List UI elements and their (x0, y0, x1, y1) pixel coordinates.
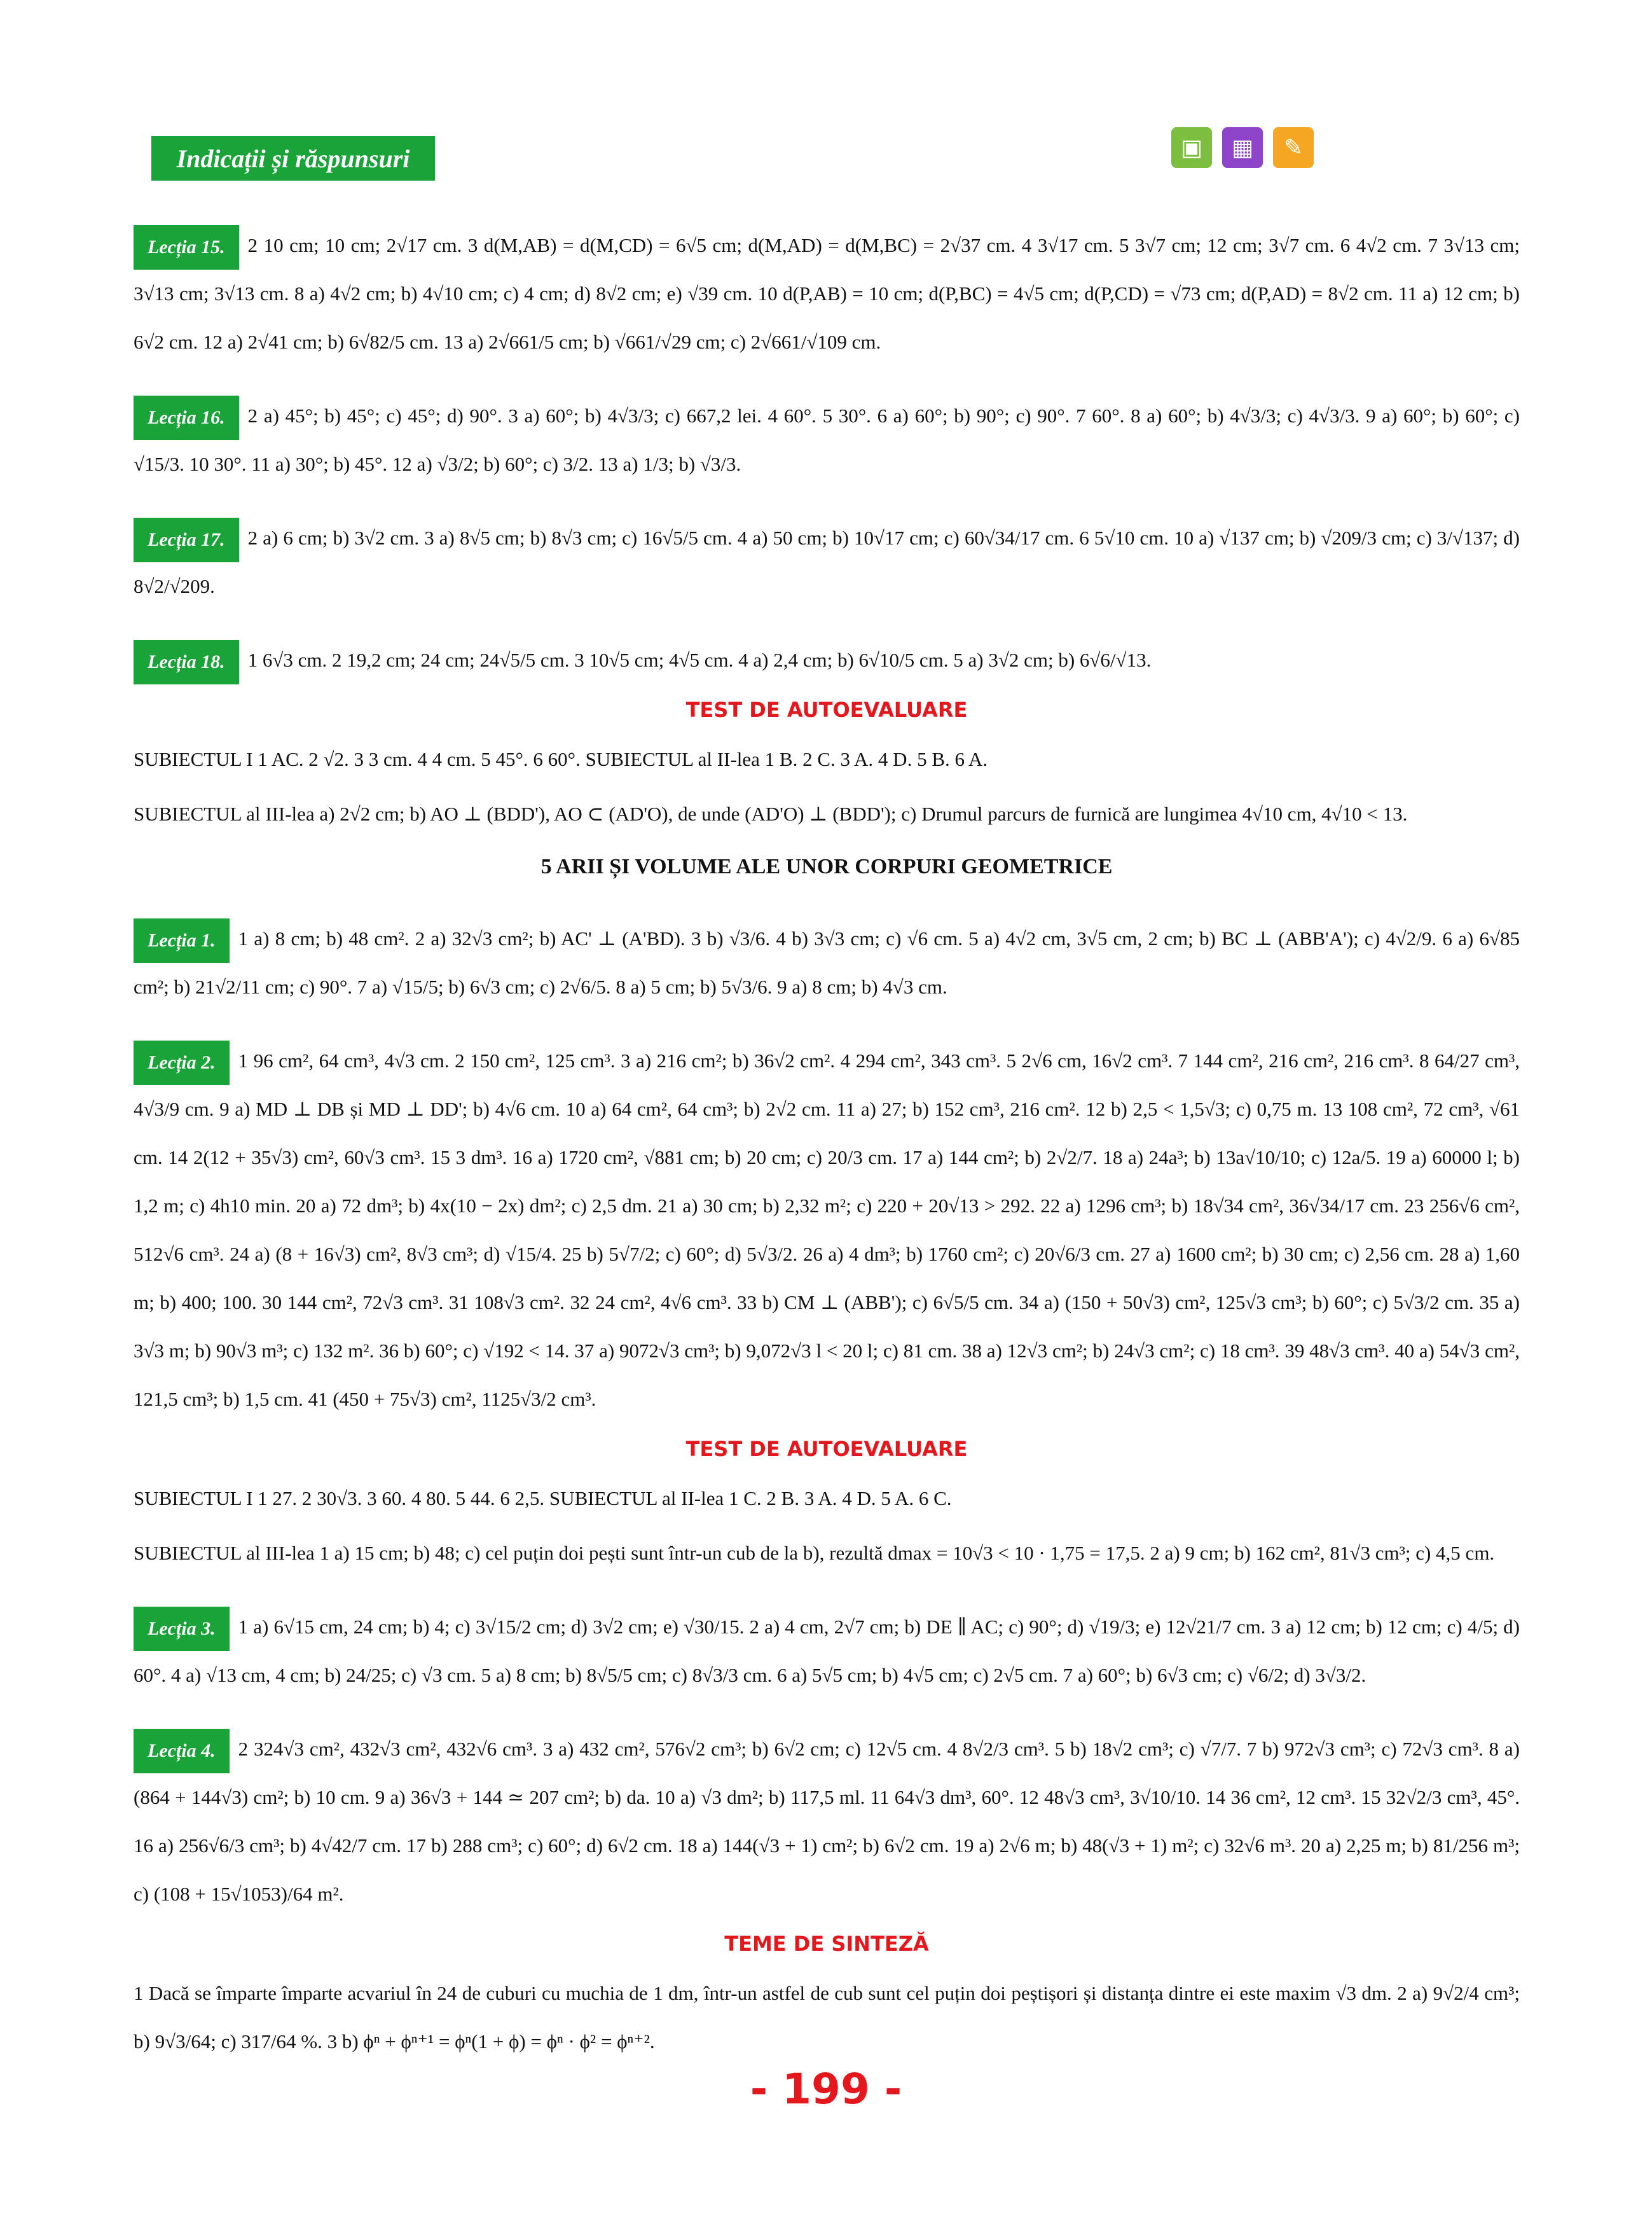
lesson-label: Lecția 16. (134, 396, 239, 440)
lesson-answers (134, 915, 1520, 1011)
section-heading: TEST DE AUTOEVALUARE (685, 1437, 968, 1461)
image-icon[interactable]: ▣ (1171, 127, 1212, 168)
answer-text: SUBIECTUL al III-lea 1 a) 15 cm; b) 48; c) cel puțin doi pești sunt într-un cub de la b), rezultă dmax = 10√3 < 10 · 1,75 = 17,5. 2 a) 9 cm; b) 162 cm², 81√3 cm³; c) 4,5 cm. (134, 1542, 1495, 1564)
lesson-label: Lecția 18. (134, 640, 239, 684)
section-title: Indicații și răspunsuri (151, 136, 435, 181)
answer-text: 1 Dacă se împarte împarte acvariul în 24 de cuburi cu muchia de 1 dm, într-un astfel de cub sunt cel puțin doi peștișori și distanța dintre ei este maxim √3 dm. 2 a) 9√2/4 cm³; b) 9√3/64; c) 317/64 %. 3 b) ϕⁿ + ϕⁿ⁺¹ = ϕⁿ(1 + ϕ) = ϕⁿ · ϕ² = ϕⁿ⁺². (134, 1982, 1520, 2053)
lesson-label: Lecția 2. (134, 1041, 230, 1085)
answer-text: 2 324√3 cm², 432√3 cm², 432√6 cm³. 3 a) 432 cm², 576√2 cm³; b) 6√2 cm; c) 12√5 cm. 4 8√2/3 cm³. 5 b) 18√2 cm³; c) √7/7. 7 b) 972√3 cm³; c) 72√3 cm³. 8 a) (864 + 144√3) cm²; b) 10 cm. 9 a) 36√3 + 144 ≃ 207 cm²; b) da. 10 a) √3 dm²; b) 117,5 ml. 11 64√3 dm³, 60°. 12 48√3 cm³, 3√10/10. 14 36 cm², 12 cm³. 15 32√2/3 cm³, 45°. 16 a) 256√6/3 cm³; b) 4√42/7 cm. 17 b) 288 cm³; c) 60°; d) 6√2 cm. 18 a) 144(√3 + 1) cm²; b) 6√2 cm. 19 a) 2√6 m; b) 48(√3 + 1) m²; c) 32√6 m³. 20 a) 2,25 m; b) 81/256 m³; c) (108 + 15√1053)/64 m². (134, 1738, 1520, 1905)
answer-text: SUBIECTUL I 1 AC. 2 √2. 3 3 cm. 4 4 cm. 5 45°. 6 60°. SUBIECTUL al II-lea 1 B. 2 C. 3 A. 4 D. 5 B. 6 A. (134, 748, 988, 770)
answer-text: 2 a) 6 cm; b) 3√2 cm. 3 a) 8√5 cm; b) 8√3 cm; c) 16√5/5 cm. 4 a) 50 cm; b) 10√17 cm; c) 60√34/17 cm. 6 5√10 cm. 10 a) √137 cm; b) √209/3 cm; c) 3/√137; d) 8√2/√209. (134, 527, 1520, 597)
test-answers (134, 1529, 1520, 1577)
section-heading: TEME DE SINTEZĂ (724, 1932, 929, 1956)
lesson-label: Lecția 3. (134, 1607, 230, 1651)
answer-text: 2 a) 45°; b) 45°; c) 45°; d) 90°. 3 a) 60°; b) 4√3/3; c) 667,2 lei. 4 60°. 5 30°. 6 a) 60°; b) 90°; c) 90°. 7 60°. 8 a) 60°; b) 4√3/3; c) 4√3/3. 9 a) 60°; b) 60°; c) √15/3. 10 30°. 11 a) 30°; b) 45°. 12 a) √3/2; b) 60°; c) 3/2. 13 a) 1/3; b) √3/3. (134, 405, 1520, 475)
answer-text: 1 6√3 cm. 2 19,2 cm; 24 cm; 24√5/5 cm. 3 10√5 cm; 4√5 cm. 4 a) 2,4 cm; b) 6√10/5 cm. 5 a) 3√2 cm; b) 6√6/√13. (247, 649, 1152, 671)
lesson-answers (134, 1725, 1520, 1918)
answer-text: 2 10 cm; 10 cm; 2√17 cm. 3 d(M,AB) = d(M,CD) = 6√5 cm; d(M,AD) = d(M,BC) = 2√37 cm. 4 3√17 cm. 5 3√7 cm; 12 cm; 3√7 cm. 6 4√2 cm. 7 3√13 cm; 3√13 cm; 3√13 cm. 8 a) 4√2 cm; b) 4√10 cm; c) 4 cm; d) 8√2 cm; e) √39 cm. 10 d(P,AB) = 10 cm; d(P,BC) = 4√5 cm; d(P,CD) = √73 cm; d(P,AD) = 8√2 cm. 11 a) 12 cm; b) 6√2 cm. 12 a) 2√41 cm; b) 6√82/5 cm. 13 a) 2√661/5 cm; b) √661/√29 cm; c) 2√661/√109 cm. (134, 234, 1520, 353)
test-answers (134, 790, 1520, 838)
answer-text: SUBIECTUL al III-lea a) 2√2 cm; b) AO ⊥ (BDD'), AO ⊂ (AD'O), de unde (AD'O) ⊥ (BDD'); c) Drumul parcurs de furnică are lungimea 4√10 cm, 4√10 < 13. (134, 803, 1408, 825)
test-answers (134, 1474, 1520, 1523)
section-heading: TEST DE AUTOEVALUARE (685, 698, 968, 722)
lesson-answers (134, 221, 1520, 366)
chapter-heading: 5 ARII ȘI VOLUME ALE UNOR CORPURI GEOMETRICE (540, 855, 1113, 878)
lesson-label: Lecția 17. (134, 518, 239, 562)
lesson-label: Lecția 4. (134, 1729, 230, 1773)
answer-text: SUBIECTUL I 1 27. 2 30√3. 3 60. 4 80. 5 44. 6 2,5. SUBIECTUL al II-lea 1 C. 2 B. 3 A. 4 D. 5 A. 6 C. (134, 1487, 952, 1509)
answer-text: 1 a) 8 cm; b) 48 cm². 2 a) 32√3 cm²; b) AC' ⊥ (A'BD). 3 b) √3/6. 4 b) 3√3 cm; c) √6 cm. 5 a) 4√2 cm, 3√5 cm, 2 cm; b) BC ⊥ (ABB'A'); c) 4√2/9. 6 a) 6√85 cm²; b) 21√2/11 cm; c) 90°. 7 a) √15/5; b) 6√3 cm; c) 2√6/5. 8 a) 5 cm; b) 5√3/6. 9 a) 8 cm; b) 4√3 cm. (134, 927, 1520, 998)
lesson-answers (134, 514, 1520, 611)
toolbar (1171, 127, 1314, 168)
pencil-icon[interactable]: ✎ (1273, 127, 1314, 168)
lesson-label: Lecția 15. (134, 225, 239, 270)
test-answers (134, 735, 1520, 784)
answer-text: 1 a) 6√15 cm, 24 cm; b) 4; c) 3√15/2 cm; d) 3√2 cm; e) √30/15. 2 a) 4 cm, 2√7 cm; b) DE ∥ AC; c) 90°; d) √19/3; e) 12√21/7 cm. 3 a) 12 cm; b) 12 cm; c) 4/5; d) 60°. 4 a) √13 cm, 4 cm; b) 24/25; c) √3 cm. 5 a) 8 cm; b) 8√5/5 cm; c) 8√3/3 cm. 6 a) 5√5 cm; b) 4√5 cm; c) 2√5 cm. 7 a) 60°; b) 6√3 cm; c) √6/2; d) 3√3/2. (134, 1616, 1520, 1686)
lesson-answers (134, 1603, 1520, 1700)
lesson-answers (134, 636, 1520, 684)
page-number: - 199 - (750, 2065, 902, 2114)
lesson-answers (134, 392, 1520, 488)
lesson-answers (134, 1037, 1520, 1423)
answers-content (134, 196, 1520, 2072)
test-answers (134, 1969, 1520, 2066)
film-icon[interactable]: ▦ (1222, 127, 1263, 168)
answer-text: 1 96 cm², 64 cm³, 4√3 cm. 2 150 cm², 125 cm³. 3 a) 216 cm²; b) 36√2 cm². 4 294 cm², 343 cm³. 5 2√6 cm, 16√2 cm³. 7 144 cm², 216 cm², 216 cm³. 8 64/27 cm³, 4√3/9 cm. 9 a) MD ⊥ DB și MD ⊥ DD'; b) 4√6 cm. 10 a) 64 cm², 64 cm³; b) 2√2 cm. 11 a) 27; b) 152 cm³, 216 cm². 12 b) 2,5 < 1,5√3; c) 0,75 m. 13 108 cm², 72 cm³, √61 cm. 14 2(12 + 35√3) cm², 60√3 cm³. 15 3 dm³. 16 a) 1720 cm², √881 cm; b) 20 cm; c) 20/3 cm. 17 a) 144 cm²; b) 2√2/7. 18 a) 24a³; b) 13a√10/10; c) 12a/5. 19 a) 60000 l; b) 1,2 m; c) 4h10 min. 20 a) 72 dm³; b) 4x(10 − 2x) dm²; c) 2,5 dm. 21 a) 30 cm; b) 2,32 m²; c) 220 + 20√13 > 292. 22 a) 1296 cm³; b) 18√34 cm², 36√34/17 cm. 23 256√6 cm², 512√6 cm³. 24 a) (8 + 16√3) cm², 8√3 cm³; d) √15/4. 25 b) 5√7/2; c) 60°; d) 5√3/2. 26 a) 4 dm³; b) 1760 cm²; c) 20√6/3 cm. 27 a) 1600 cm²; b) 30 cm; c) 2,56 cm. 28 a) 1,60 m; b) 400; 100. 30 144 cm², 72√3 cm³. 31 108√3 cm². 32 24 cm², 4√6 cm³. 33 b) CM ⊥ (ABB'); c) 6√5/5 cm. 34 a) (150 + 50√3) cm², 125√3 cm³; b) 60°; c) 5√3/2 cm. 35 a) 3√3 m; b) 90√3 m³; c) 132 m². 36 b) 60°; c) √192 < 14. 37 a) 9072√3 cm³; b) 9,072√3 l < 20 l; c) 81 cm. 38 a) 12√3 cm²; b) 24√3 cm²; c) 18 cm³. 39 48√3 cm³. 40 a) 54√3 cm², 121,5 cm³; b) 1,5 cm. 41 (450 + 75√3) cm², 1125√3/2 cm³. (134, 1049, 1520, 1410)
lesson-label: Lecția 1. (134, 918, 230, 963)
